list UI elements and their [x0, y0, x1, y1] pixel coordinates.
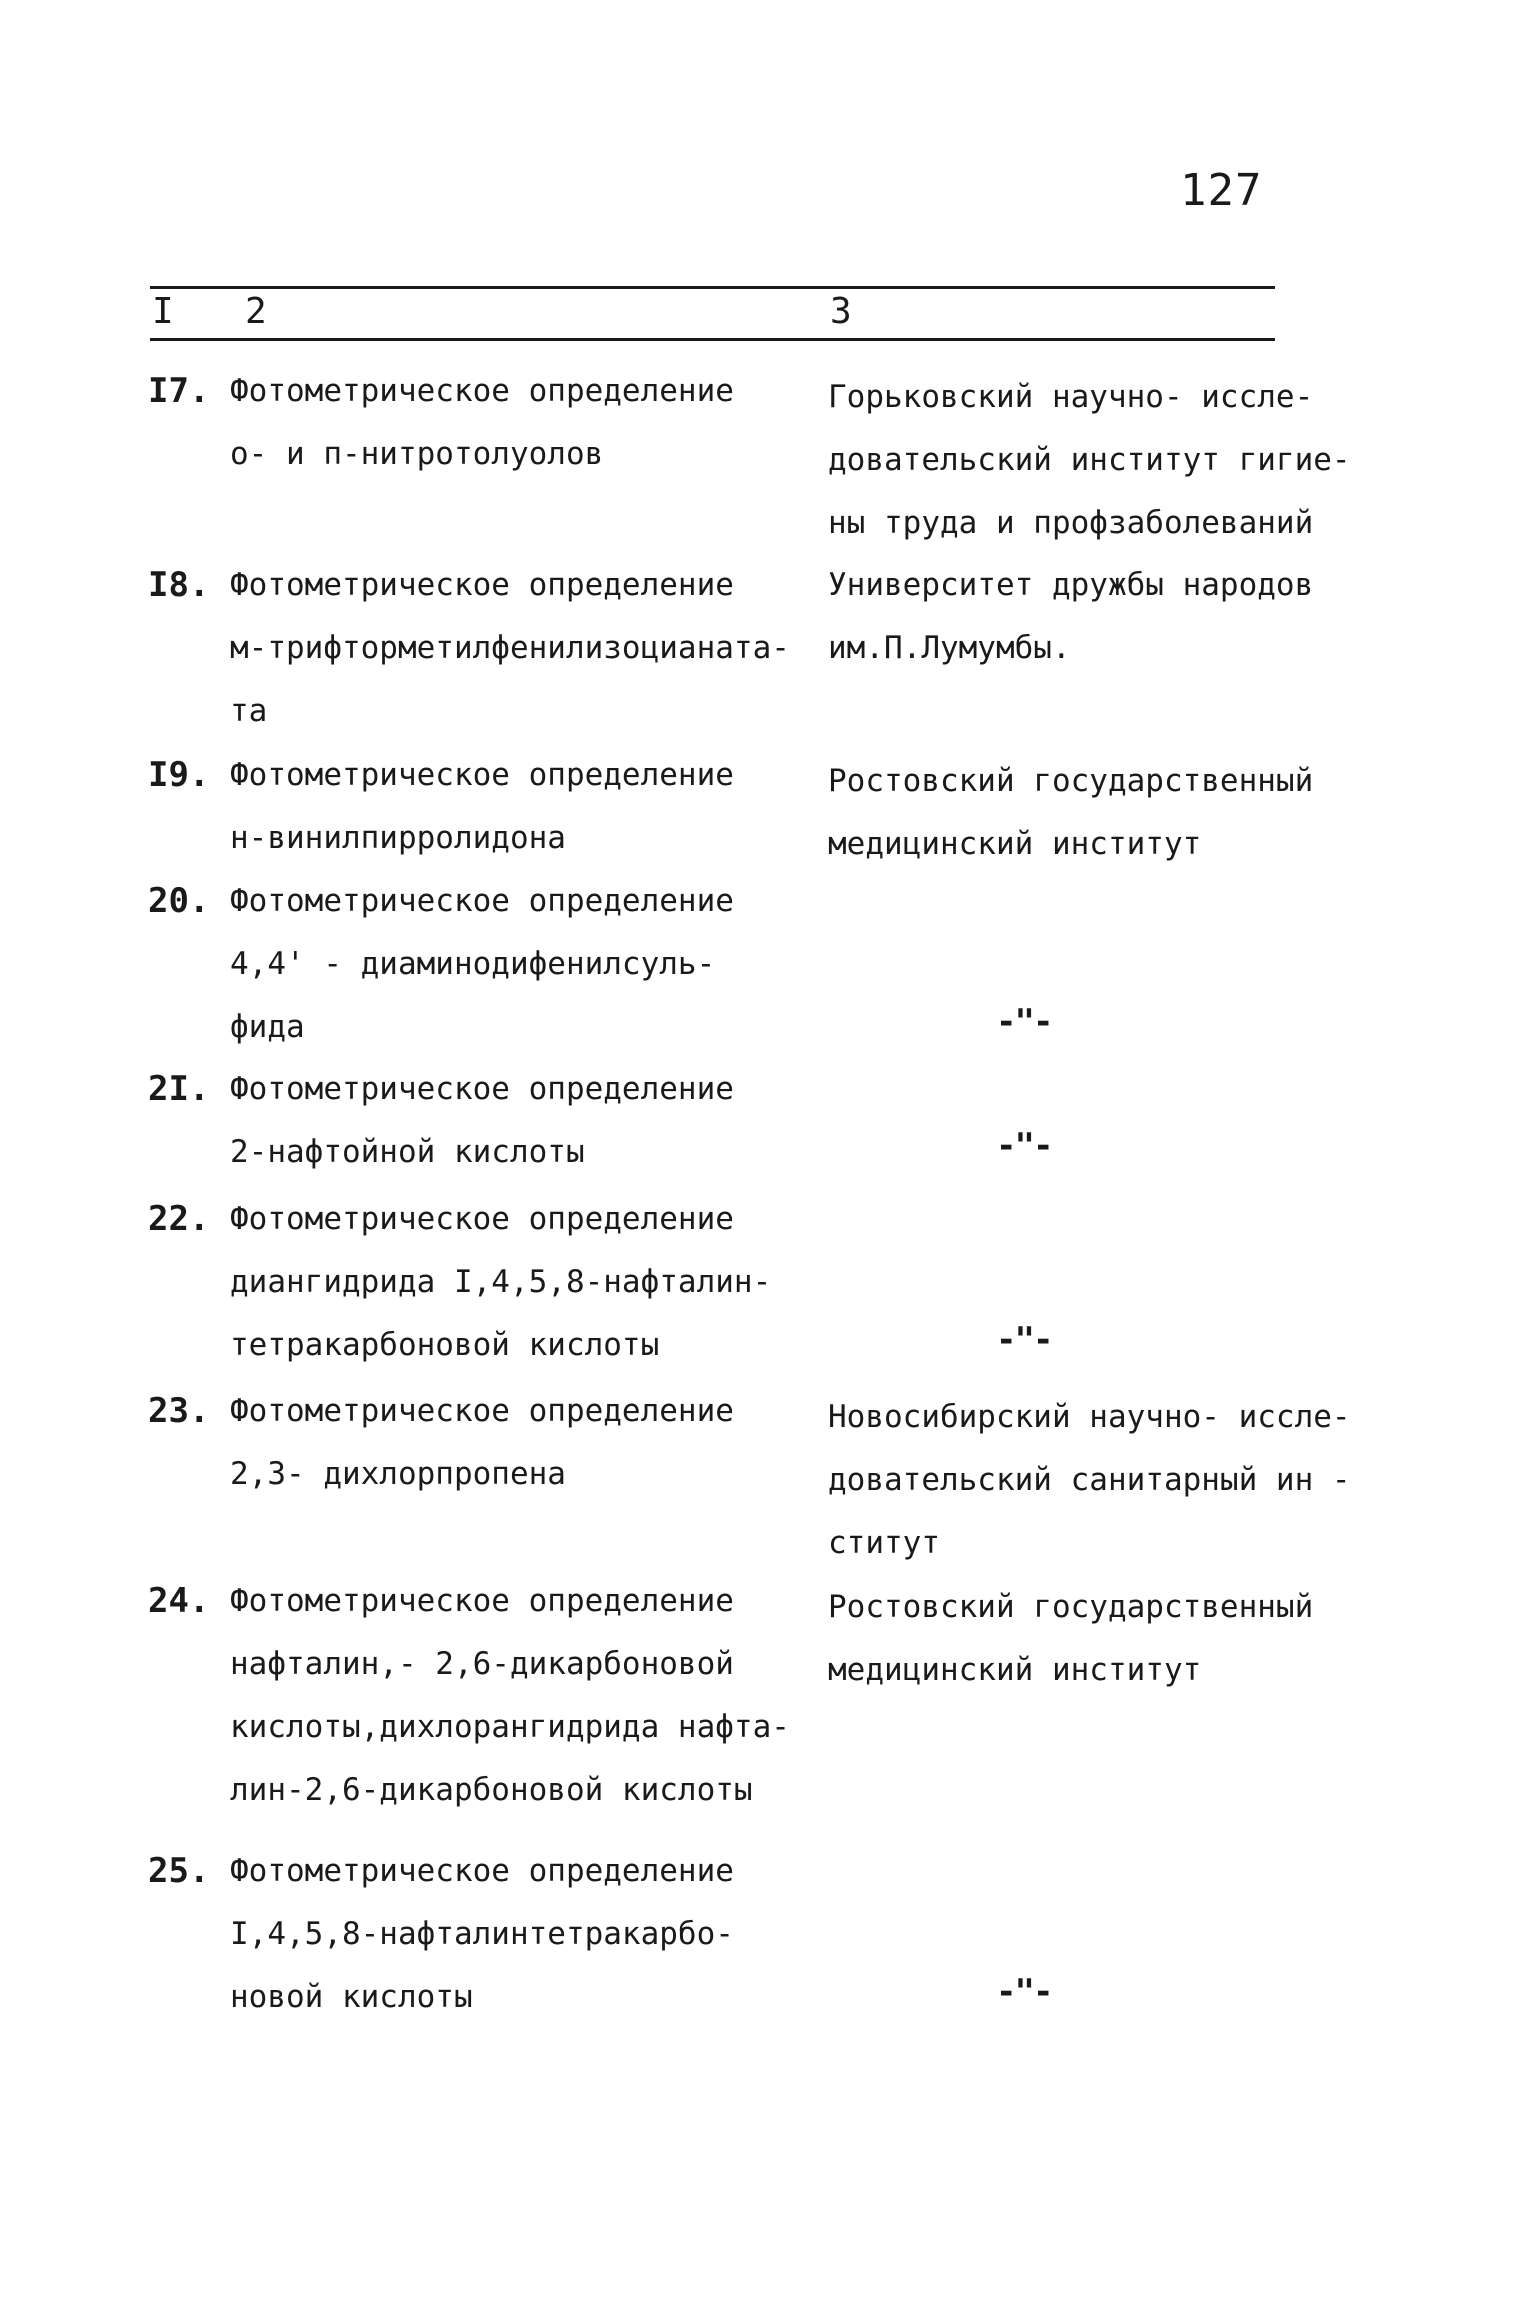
method-title: Фотометрическое определение н-винилпирролидона: [230, 757, 734, 856]
row-number: 24.: [148, 1581, 210, 1621]
ditto-mark: -"-: [996, 1126, 1052, 1166]
organization: Ростовский государственный медицинский институт: [828, 763, 1314, 862]
row-number: I9.: [148, 755, 210, 795]
row-number: I8.: [148, 565, 210, 605]
method-title: Фотометрическое определение нафталин,- 2,6-дикарбоновой кислоты,дихлорангидрида нафта- лин-2,6-дикарбоновой кислоты: [230, 1583, 790, 1808]
organization: Университет дружбы народов им.П.Лумумбы.: [828, 567, 1314, 666]
ditto-mark: -"-: [996, 1320, 1052, 1360]
method-title: Фотометрическое определение 2-нафтойной кислоты: [230, 1071, 734, 1170]
row-number: 25.: [148, 1851, 210, 1891]
row-number: 20.: [148, 881, 210, 921]
column-header-2: 2: [245, 291, 267, 332]
row-number: 2I.: [148, 1069, 210, 1109]
row-number: 22.: [148, 1199, 210, 1239]
method-title: Фотометрическое определение 2,3- дихлорпропена: [230, 1393, 734, 1492]
ditto-mark: -"-: [996, 1002, 1052, 1042]
method-title: Фотометрическое определение I,4,5,8-нафталинтетракарбо- новой кислоты: [230, 1853, 734, 2015]
ditto-mark: -"-: [996, 1972, 1052, 2012]
organization: Горьковский научно- иссле- довательский институт гигие- ны труда и профзаболеваний: [828, 379, 1351, 541]
organization: Ростовский государственный медицинский институт: [828, 1589, 1314, 1688]
method-title: Фотометрическое определение диангидрида I,4,5,8-нафталин- тетракарбоновой кислоты: [230, 1201, 772, 1363]
page-number: 127: [1180, 165, 1263, 216]
column-header-1: I: [152, 291, 174, 332]
row-number: 23.: [148, 1391, 210, 1431]
method-title: Фотометрическое определение 4,4' - диаминодифенилсуль- фида: [230, 883, 734, 1045]
row-number: I7.: [148, 371, 210, 411]
method-title: Фотометрическое определение о- и п-нитротолуолов: [230, 373, 734, 472]
organization: Новосибирский научно- иссле- довательский санитарный ин - ститут: [828, 1399, 1351, 1561]
column-header-3: 3: [830, 291, 852, 332]
method-title: Фотометрическое определение м-трифторметилфенилизоцианата- та: [230, 567, 790, 729]
